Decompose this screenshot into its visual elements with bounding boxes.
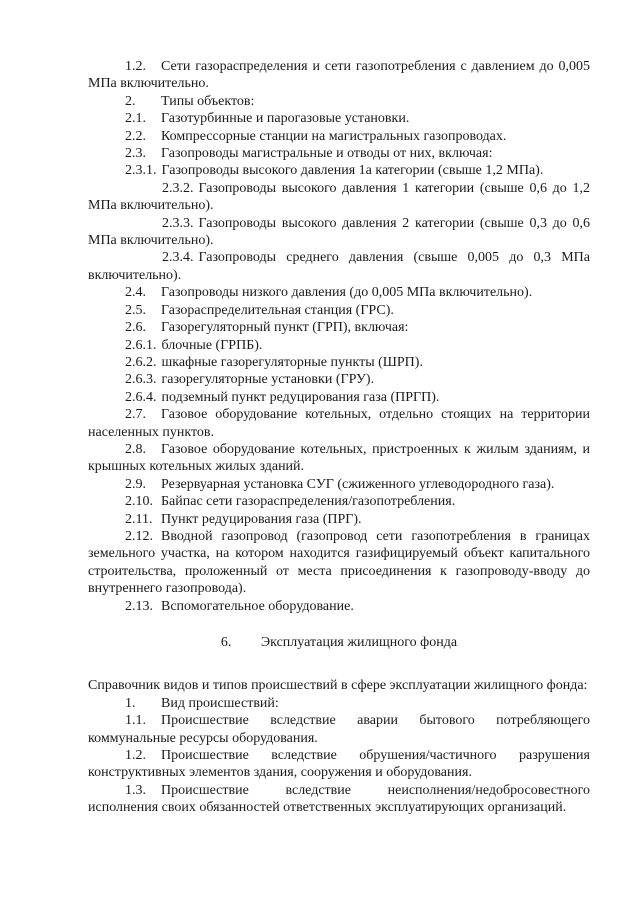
item-text: Происшествие вследствие аварии бытового потребляющего коммунальные ресурсы оборудования.: [88, 713, 590, 746]
item-number: 2.4.: [125, 285, 146, 301]
item-number: 2.6.: [125, 320, 146, 336]
list-item: [88, 598, 590, 615]
item-text: Вводной газопровод (газопровод сети газопотребления в границах земельного участка, на котором находится газифицируемый объект капитального строительства, проложенный от места присоединения к газопроводу-вводу до внутреннего газопровода).: [88, 528, 590, 597]
list-item: [88, 58, 590, 93]
item-text: Происшествие вследствие неисполнения/недобросовестного исполнения своих обязанностей ответственных эксплуатирующих организаций.: [88, 782, 590, 816]
item-number: 2.3.: [125, 146, 146, 162]
item-text: Газопроводы высокого давления 1а категории (свыше 1,2 МПа).: [161, 163, 544, 179]
list-item: [88, 110, 590, 127]
list-item: [88, 337, 590, 354]
item-text: Резервуарная установка СУГ (сжиженного углеводородного газа).: [161, 476, 555, 492]
item-number: 2.3.1.: [125, 163, 157, 179]
item-number: 1.2.: [125, 748, 146, 764]
item-number: 1.: [125, 695, 136, 711]
item-text: Сети газораспределения и сети газопотребления с давлением до 0,005 МПа включительно.: [88, 59, 590, 92]
item-number: 2.2.: [125, 128, 146, 144]
list-item: [88, 162, 590, 179]
item-number: 2.3.2.: [162, 180, 194, 196]
list-item: [88, 441, 590, 476]
item-text: шкафные газорегуляторные пункты (ШРП).: [161, 354, 423, 370]
item-number: 2.9.: [125, 476, 146, 492]
list-item: [88, 249, 590, 284]
item-text: Вспомогательное оборудование.: [161, 598, 354, 614]
list-item: [88, 371, 590, 388]
list-item: [88, 389, 590, 406]
item-text: Газопроводы магистральные и отводы от них, включая:: [161, 146, 493, 162]
item-number: 1.3.: [125, 782, 146, 798]
item-text: Происшествие вследствие обрушения/частичного разрушения конструктивных элементов здания, сооружения и оборудования.: [88, 748, 590, 781]
item-text: Газовое оборудование котельных, отдельно стоящих на территории населенных пунктов.: [88, 407, 590, 440]
list-item: [88, 782, 590, 817]
list-item: [88, 747, 590, 782]
item-text: Газопроводы высокого давления 1 категории (свыше 0,6 до 1,2 МПа включительно).: [88, 180, 590, 214]
item-number: 2.1.: [125, 111, 146, 127]
item-text: Газораспределительная станция (ГРС).: [161, 302, 394, 318]
list-item: [88, 712, 590, 747]
item-number: 2.6.1.: [125, 337, 157, 353]
item-text: блочные (ГРПБ).: [161, 337, 263, 353]
item-number: 2.: [125, 93, 136, 109]
section-heading: [88, 634, 590, 651]
list-item: [88, 215, 590, 250]
list-item: [88, 528, 590, 598]
list-item: [88, 93, 590, 110]
list-item: [88, 511, 590, 528]
item-number: 1.2.: [125, 59, 146, 74]
list-item: [88, 476, 590, 493]
item-text: Байпас сети газораспределения/газопотребления.: [161, 494, 456, 510]
list-item: [88, 695, 590, 712]
item-number: 2.10.: [125, 494, 153, 510]
list-item: [88, 354, 590, 371]
item-number: 2.11.: [125, 511, 153, 527]
item-number: 2.8.: [125, 441, 146, 457]
document-body: [88, 58, 590, 817]
item-text: Газовое оборудование котельных, пристроенных к жилым зданиям, и крышных котельных жилых зданий.: [88, 441, 590, 475]
item-number: 2.12.: [125, 528, 153, 544]
item-number: 2.6.3.: [125, 372, 157, 388]
item-text: Пункт редуцирования газа (ПРГ).: [161, 511, 362, 527]
item-text: Газотурбинные и парогазовые установки.: [161, 111, 410, 127]
item-number: 2.6.2.: [125, 354, 157, 370]
item-number: 2.5.: [125, 302, 146, 318]
list-item: [88, 284, 590, 301]
list-item: [88, 319, 590, 336]
item-number: 2.3.4.: [162, 250, 194, 266]
item-text: Типы объектов:: [161, 93, 255, 109]
item-text: Газопроводы высокого давления 2 категории (свыше 0,3 до 0,6 МПа включительно).: [88, 215, 590, 249]
item-text: газорегуляторные установки (ГРУ).: [161, 372, 375, 388]
item-text: Компрессорные станции на магистральных газопроводах.: [161, 128, 507, 144]
item-number: 2.7.: [125, 407, 146, 423]
list-item: [88, 145, 590, 162]
item-text: подземный пункт редуцирования газа (ПРГП).: [161, 389, 440, 405]
list-item: [88, 180, 590, 215]
item-number: 2.13.: [125, 598, 153, 614]
item-text: Газорегуляторный пункт (ГРП), включая:: [161, 320, 409, 336]
item-text: Газопроводы низкого давления (до 0,005 МПа включительно).: [161, 285, 533, 301]
item-text: Вид происшествий:: [161, 695, 279, 711]
list-item: [88, 406, 590, 441]
item-number: 2.3.3.: [162, 215, 194, 231]
section-title: Эксплуатация жилищного фонда: [260, 635, 458, 650]
item-number: 1.1.: [125, 713, 146, 729]
intro-paragraph: Справочник видов и типов происшествий в сфере эксплуатации жилищного фонда:: [88, 678, 588, 694]
section-number: 6.: [220, 635, 232, 650]
list-item: [88, 493, 590, 510]
list-item: [88, 128, 590, 145]
list-item: [88, 302, 590, 319]
item-text: Газопроводы среднего давления (свыше 0,005 до 0,3 МПа включительно).: [88, 250, 590, 283]
item-number: 2.6.4.: [125, 389, 157, 405]
